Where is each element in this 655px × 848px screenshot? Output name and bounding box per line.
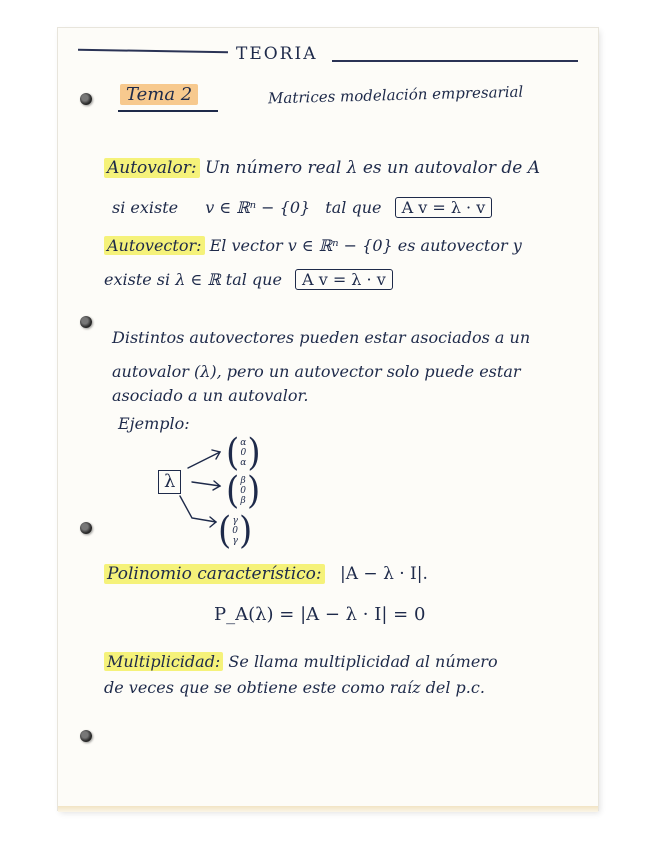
binder-hole	[80, 316, 92, 328]
note-line3: asociado a un autovalor.	[112, 386, 309, 405]
vector-entry: β	[240, 496, 246, 506]
example-vector	[226, 431, 261, 475]
autovalor-set: v ∈ ℝⁿ − {0}	[205, 198, 311, 217]
autovalor-equation-box: A v = λ · v	[395, 197, 493, 218]
vector-right-paren: )	[239, 509, 253, 553]
vector-entry: α	[240, 438, 247, 448]
arrow-to-alpha	[188, 452, 220, 468]
polinomio-expr: |A − λ · I|.	[340, 564, 428, 584]
header-rule-right	[332, 60, 578, 62]
autovector-line2	[104, 272, 393, 288]
example-label: Ejemplo:	[118, 414, 190, 433]
autovector-condition: existe si λ ∈ ℝ tal que	[104, 270, 282, 289]
vector-left-paren: (	[226, 431, 240, 475]
example-lambda-box: λ	[158, 470, 181, 494]
topic-subject: Matrices modelación empresarial	[267, 82, 524, 108]
vector-entry: 0	[232, 526, 238, 536]
vector-entry: β	[240, 476, 246, 486]
multiplicidad-definition: Se llama multiplicidad al número	[228, 652, 498, 671]
vector-entries	[232, 516, 238, 546]
vector-entries	[240, 438, 246, 468]
topic-underline	[118, 110, 218, 112]
vector-left-paren: (	[226, 469, 240, 513]
binder-hole	[80, 730, 92, 742]
autovector-equation-box: A v = λ · v	[295, 269, 393, 290]
polinomio-term: Polinomio característico:	[104, 564, 325, 584]
vector-right-paren: )	[247, 469, 261, 513]
autovector-definition: El vector v ∈ ℝⁿ − {0} es autovector y	[209, 236, 522, 255]
vector-right-paren: )	[247, 431, 261, 475]
note-line2: autovalor (λ), pero un autovector solo puede estar	[112, 362, 521, 381]
autovalor-line1	[104, 160, 540, 177]
page-edge	[58, 806, 598, 812]
autovalor-term: Autovalor:	[104, 158, 200, 178]
vector-entry: 0	[240, 448, 247, 458]
polinomio-formula: P_A(λ) = |A − λ · I| = 0	[214, 604, 426, 625]
vector-entry: γ	[232, 516, 238, 526]
vector-entry: γ	[232, 536, 238, 546]
autovalor-mid: tal que	[325, 198, 382, 217]
vector-entry: 0	[240, 486, 246, 496]
multiplicidad-line2: de veces que se obtiene este como raíz del p.c.	[104, 678, 485, 697]
binder-hole	[80, 522, 92, 534]
example-vector	[226, 469, 261, 513]
autovector-line1	[104, 238, 522, 254]
autovalor-definition: Un número real λ es un autovalor de A	[204, 158, 541, 178]
autovector-term: Autovector:	[104, 236, 205, 255]
binder-hole	[80, 93, 92, 105]
autovalor-line2	[112, 200, 492, 216]
example-vector	[218, 509, 253, 553]
multiplicidad-line1	[104, 654, 498, 670]
vector-entry: α	[240, 458, 247, 468]
autovalor-lead: si existe	[112, 198, 179, 217]
topic-tag: Tema 2	[120, 86, 198, 104]
vector-entries	[240, 476, 246, 506]
vector-left-paren: (	[218, 509, 232, 553]
multiplicidad-term: Multiplicidad:	[104, 652, 223, 671]
page-title: TEORIA	[236, 44, 318, 64]
note-line1: Distintos autovectores pueden estar asociados a un	[112, 328, 531, 347]
polinomio-line	[104, 566, 428, 583]
